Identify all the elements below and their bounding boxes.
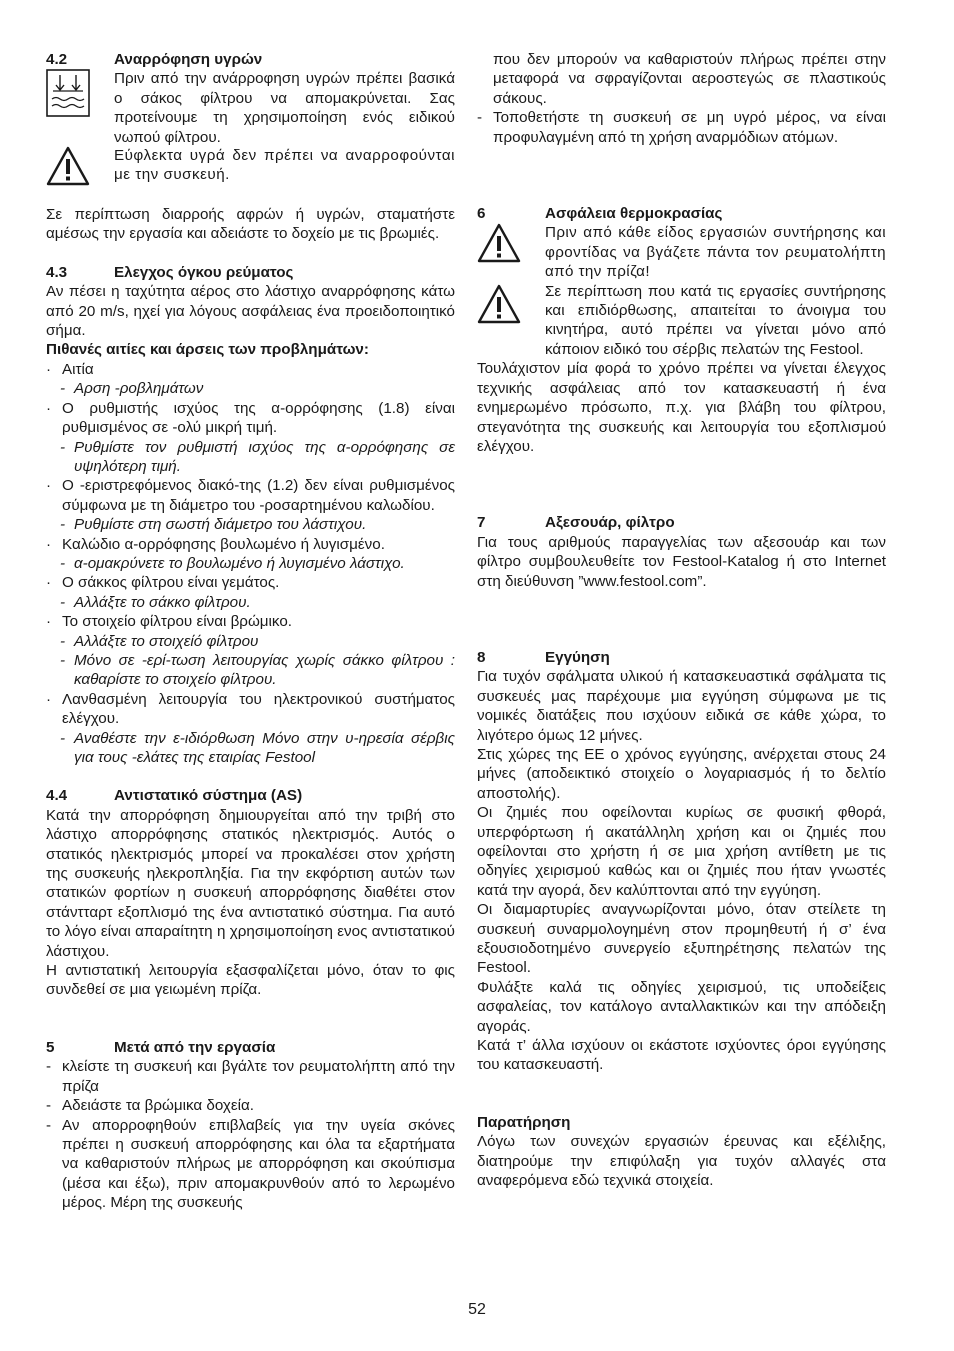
section-7-heading: [477, 513, 886, 532]
remedy-item: - Ρυθμίστε στη σωστή διάμετρο του λάστιχου.: [60, 516, 367, 534]
left-column: [46, 50, 455, 1213]
causes-title: Πιθανές αιτίες και άρσεις των προβλημάτων:: [46, 341, 369, 359]
section-number: 5: [46, 1038, 55, 1056]
note-title: Παρατήρηση: [477, 1113, 571, 1131]
cause-label: · Αιτία: [46, 360, 94, 378]
after-work-item: - Αδειάστε τα βρώμικα δοχεία.: [46, 1097, 255, 1115]
cause-item: · Καλώδιο α-ορρόφησης βουλωμένο ή λυγισμένο.: [46, 535, 385, 553]
after-work-item: - Τοποθετήστε τη συσκευή σε μη υγρό μέρος, να είναι προφυλαγμένη από τη χρήση αναρμόδιων ατόμων.: [477, 109, 886, 146]
cause-item: · Ο ρυθμιστής ισχύος της α-ορρόφησης (1.8) είναι ρυθμισμένος σε -ολύ μικρή τιμή.: [46, 399, 455, 437]
unplug-warning-block: [477, 223, 886, 281]
section-number: 8: [477, 648, 486, 666]
unplug-warning-text: Πριν από κάθε είδος εργασιών συντήρησης και φροντίδας να βγάζετε πάντα τον ρευματολήπτη από την πρίζα!: [545, 224, 886, 281]
safety-check-paragraph: Τουλάχιστον μία φορά το χρόνο πρέπει να γίνεται έλεγχος τεχνικής ασφάλειας από τον κατασκευαστή ή ένα ενημερωμένο πρόσωπο, π.χ. για βλάβη του φίλτρου, στεγανότητα της συσκευής και λειτουργία του εξοπλισμού ελέγχου.: [477, 360, 886, 455]
remedy-label: - Αρση -ροβλημάτων: [60, 380, 204, 398]
airflow-paragraph: Αν πέσει η ταχύτητα αέρος στο λάστιχο αναρρόφησης κάτω από 20 m/s, ηχεί για λόγους ασφάλειας ένα προειδοποιητικό σήμα.: [46, 283, 455, 340]
warning-triangle-icon: [477, 223, 545, 281]
remedy-item: - Αλλάξτε το σάκκο φίλτρου.: [60, 593, 251, 611]
section-number: 7: [477, 514, 486, 532]
section-4-4-heading: [46, 786, 455, 805]
section-8-heading: [477, 648, 886, 667]
antistatic-paragraph-2: Η αντιστατική λειτουργία εξασφαλίζεται μόνο, όταν το φις συνδεθεί σε μια γειωμένη πρίζα.: [46, 962, 455, 999]
warranty-paragraph: Φυλάξτε καλά τις οδηγίες χειρισμού, τις υποδείξεις ασφαλείας, τον κατάλογο ανταλλακτικών και την απόδειξη αγοράς.: [477, 978, 886, 1035]
section-title: Εγγύηση: [545, 648, 610, 666]
remedy-item: - Ρυθμίστε τον ρυθμιστή ισχύος της α-ορρόφησης σε υψηλότερη τιμή.: [60, 438, 455, 475]
section-title: Μετά από την εργασία: [114, 1038, 276, 1056]
section-number: 6: [477, 205, 486, 223]
warning-triangle-icon: [477, 282, 545, 360]
section-4-3-heading: [46, 263, 455, 282]
liquid-suction-icon: [46, 69, 114, 147]
after-work-item: - Αν απορροφηθούν επιβλαβείς για την υγεία σκόνες πρέπει η συσκευή απορρόφησης και όλα τα εξαρτήματα να καθαριστούν πλήρως με απορρόφηση και σκούπισμα (μέσα και έξω), πριν απομακρυνθούν από το λερωμένο μέρος. Μέρη της συσκευής: [46, 1116, 455, 1212]
section-number: 4.2: [46, 51, 68, 68]
warranty-paragraph: Για τυχόν σφάλματα υλικού ή κατασκευαστικά σφάλματα τις συσκευές μας παρέχουμε μια εγγύηση σύμφωνα με τις νομικές διατάξεις που ισχύουν ειδικά σε κάθε χώρα, το λιγότερο όμως 12 μήνες.: [477, 668, 886, 744]
flammable-warning-text: Εύφλεκτα υγρά δεν πρέπει να αναρροφούνται με την συσκευή.: [114, 147, 455, 184]
section-6-heading: [477, 204, 886, 223]
antistatic-paragraph: Κατά την απορρόφηση δημιουργείται από την τριβή στο λάστιχο απορρόφησης στατικός ηλεκτρισμός. Αυτός ο στατικός ηλεκτρισμός μπορεί να προκαλέσει στον χρήστη της συσκευής ηλεκροπληξία. Για την εκφόρτιση αυτών των στατικών φορτίων η συσκευή απορρόφησης διαθέτει στον στάντταρτ εξοπλισμό της ένα αντιστατικό σύστημα. Για αυτό το λόγο είναι απαραίτητη η χρησιμοποίηση ενος αντιστατικού λάστιχου.: [46, 806, 455, 960]
section-4-2-heading: [46, 50, 455, 69]
section-title: Αναρρόφηση υγρών: [114, 51, 263, 68]
warranty-paragraph: Στις χώρες της ΕΕ ο χρόνος εγγύησης, ανέρχεται στους 24 μήνες (αποδεικτικό στοιχείο ο λογαριασμός ή το δελτίο αποστολής).: [477, 745, 886, 802]
cause-item: · Ο -εριστρεφόμενος διακό-της (1.2) δεν είναι ρυθμισμένος σύμφωνα με τη διάμετρο του -ροσαρτημένου καλωδίου.: [46, 477, 455, 514]
warranty-paragraph: Οι διαμαρτυρίες αναγνωρίζονται μόνο, όταν στείλετε τη συσκευή συναρμολογημένη στον προμηθευτή ή σ’ ένα εξουσιοδοτημένο συνεργείο εξυπηρέτησης πελατών της Festool.: [477, 901, 886, 977]
section-title: Αντιστατικό σύστημα (AS): [114, 787, 303, 805]
section-title: Αξεσουάρ, φίλτρο: [545, 514, 675, 532]
section-5-heading: [46, 1038, 455, 1057]
accessories-paragraph: Για τους αριθμούς παραγγελίας των αξεσουάρ και των φίλτρο συμβουλευθείτε τον Festool-Katalog ή στο Internet στη διεύθυνση ”www.festool.com”.: [477, 533, 886, 590]
liquid-info-block: [46, 69, 455, 147]
motor-warning-block: [477, 282, 886, 360]
remedy-item: - Αναθέστε την ε-ιδιόρθωση Μόνο στην υ-ηρεσία σέρβις για τους -ελάτες της εταιρίας Festool: [60, 729, 455, 766]
section-title: Ελεγχος όγκου ρεύματος: [114, 263, 294, 281]
cause-item: · Ο σάκκος φίλτρου είναι γεμάτος.: [46, 574, 280, 592]
remedy-item: - α-ομακρύνετε το βουλωμένο ή λυγισμένο λάστιχο.: [60, 554, 405, 572]
page-number: 52: [468, 1301, 486, 1318]
warranty-paragraph: Οι ζημιές που οφείλονται κυρίως σε φυσική φθορά, υπερφόρτωση ή ακατάλληλη χρήση και οι ζημιές που οφείλονται στο χρήστη ή σε μια χρήση αντίθετη με τις οδηγίες χειρισμού καθώς και οι ζημιές που ήταν γνωστές κατά την αγορά, δεν καλύπτονται από την εγγύηση.: [477, 804, 886, 899]
cause-item: · Λανθασμένη λειτουργία του ηλεκτρονικού συστήματος ελέγχου.: [46, 690, 455, 728]
flammable-warning-block: [46, 146, 455, 186]
motor-warning-text: Σε περίπτωση που κατά τις εργασίες συντήρησης και επιδιόρθωσης, απαιτείται το άνοιγμα του κινητήρα, αυτό πρέπει να γίνεται μόνο από κάποιον ειδικό του σέρβις πελατών της Festool.: [545, 282, 886, 358]
section-number: 4.3: [46, 263, 68, 281]
after-work-item: - κλείστε τη συσκευή και βγάλτε τον ρευματολήπτη από την πρίζα: [46, 1058, 455, 1095]
remedy-item: - Αλλάξτε το στοιχείό φίλτρου: [60, 632, 259, 650]
remedy-item: - Μόνο σε -ερί-τωση λειτουργίας χωρίς σάκκο φίλτρου : καθαρίστε το στοιχείο φίλτρου.: [60, 651, 455, 689]
section-number: 4.4: [46, 787, 68, 805]
cause-item: · Το στοιχείο φίλτρου είναι βρώμικο.: [46, 613, 293, 631]
warranty-paragraph: Κατά τ’ άλλα ισχύουν οι εκάστοτε ισχύοντες όροι εγγύησης του κατασκευαστή.: [477, 1037, 886, 1074]
right-column: [477, 50, 886, 1191]
after-work-item-continued: που δεν μπορούν να καθαριστούν πλήρως πρέπει στην μεταφορά να σφραγίζονται αεροστεγώς σε πλαστικούς σάκους.: [493, 51, 886, 107]
section-title: Ασφάλεια θερμοκρασίας: [545, 205, 723, 223]
warning-triangle-icon: [46, 146, 114, 186]
liquid-info-text: Πριν από την ανάρροφηση υγρών πρέπει βασικά ο σάκος φίλτρου να απομακρύνεται. Σας προτείνουμε τη χρησιμοποίηση ενός ειδικού νωπού φίλτρου.: [114, 70, 455, 146]
note-paragraph: Λόγω των συνεχών εργασιών έρευνας και εξέλιξης, διατηρούμε την επιφύλαξη για τυχόν αλλαγές στα αναφερόμενα εδώ τεχνικά στοιχεία.: [477, 1133, 886, 1190]
leak-paragraph: Σε περίπτωση διαρροής αφρών ή υγρών, σταματήστε αμέσως την εργασία και αδειάστε το δοχείο με τις βρωμιές.: [46, 206, 455, 243]
